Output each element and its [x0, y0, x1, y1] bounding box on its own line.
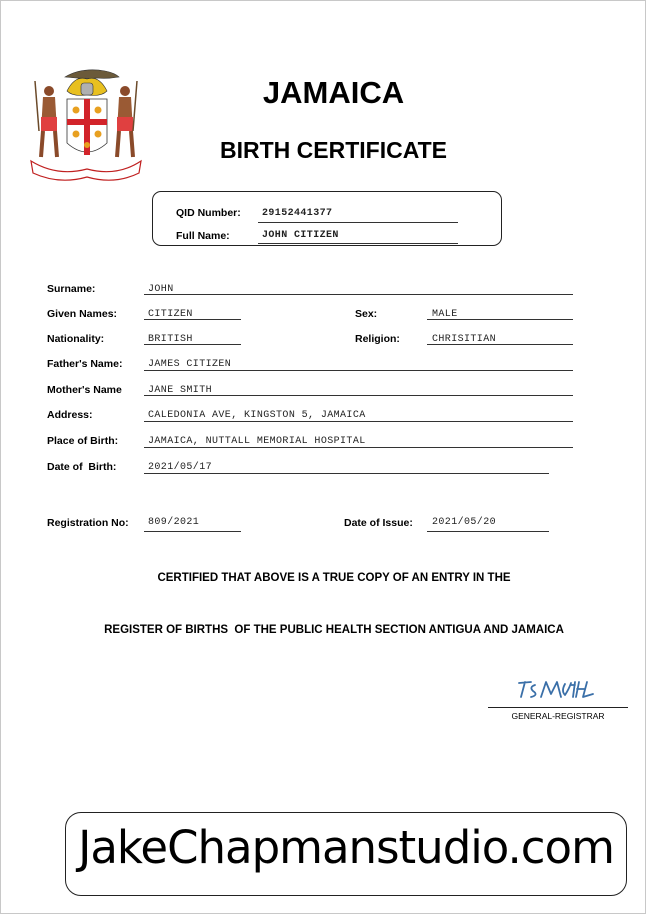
surname-underline	[144, 294, 573, 295]
registration-number-label: Registration No:	[47, 517, 129, 529]
date-of-issue-underline	[427, 531, 549, 532]
religion-underline	[427, 344, 573, 345]
surname-value: JOHN	[148, 284, 174, 295]
mother-name-value: JANE SMITH	[148, 385, 213, 396]
father-name-value: JAMES CITIZEN	[148, 359, 232, 370]
registrar-title: GENERAL-REGISTRAR	[511, 711, 605, 721]
nationality-label: Nationality:	[47, 333, 105, 345]
address-underline	[144, 421, 573, 422]
sex-value: MALE	[432, 309, 458, 320]
date-of-issue-value: 2021/05/20	[432, 517, 497, 528]
certification-line-1: CERTIFIED THAT ABOVE IS A TRUE COPY OF AN ENTRY IN THE	[157, 572, 511, 584]
sex-underline	[427, 319, 573, 320]
date-of-issue-label: Date of Issue:	[344, 517, 413, 529]
qid-value: 29152441377	[262, 208, 333, 219]
sex-label: Sex:	[355, 308, 378, 320]
religion-label: Religion:	[355, 333, 400, 345]
watermark-text: JakeChapmanstudio.com	[78, 821, 614, 874]
watermark-banner	[65, 812, 627, 896]
full-name-label: Full Name:	[176, 230, 230, 242]
address-label: Address:	[47, 409, 93, 421]
date-of-birth-label: Date of Birth:	[47, 461, 117, 473]
nationality-underline	[144, 344, 241, 345]
nationality-value: BRITISH	[148, 334, 193, 345]
place-of-birth-underline	[144, 447, 573, 448]
country-heading: JAMAICA	[262, 75, 405, 110]
religion-value: CHRISITIAN	[432, 334, 497, 345]
father-name-underline	[144, 370, 573, 371]
registration-number-value: 809/2021	[148, 517, 200, 528]
signature-line	[488, 707, 628, 708]
coat-of-arms-icon	[27, 61, 145, 185]
surname-label: Surname:	[47, 283, 96, 295]
mother-name-label: Mother's Name	[47, 384, 122, 396]
document-title: BIRTH CERTIFICATE	[219, 137, 447, 163]
given-names-label: Given Names:	[47, 308, 118, 320]
given-names-value: CITIZEN	[148, 309, 193, 320]
place-of-birth-label: Place of Birth:	[47, 435, 119, 447]
qid-label: QID Number:	[176, 207, 241, 219]
certification-line-2: REGISTER OF BIRTHS OF THE PUBLIC HEALTH SECTION ANTIGUA AND JAMAICA	[104, 624, 564, 636]
registration-number-underline	[144, 531, 241, 532]
date-of-birth-underline	[144, 473, 549, 474]
place-of-birth-value: JAMAICA, NUTTALL MEMORIAL HOSPITAL	[148, 436, 366, 447]
full-name-value: JOHN CITIZEN	[262, 230, 339, 241]
qid-underline	[258, 222, 458, 223]
address-value: CALEDONIA AVE, KINGSTON 5, JAMAICA	[148, 410, 366, 421]
mother-name-underline	[144, 395, 573, 396]
date-of-birth-value: 2021/05/17	[148, 462, 213, 473]
full-name-underline	[258, 243, 458, 244]
father-name-label: Father's Name:	[47, 358, 123, 370]
given-names-underline	[144, 319, 241, 320]
registrar-signature-icon	[513, 677, 599, 701]
